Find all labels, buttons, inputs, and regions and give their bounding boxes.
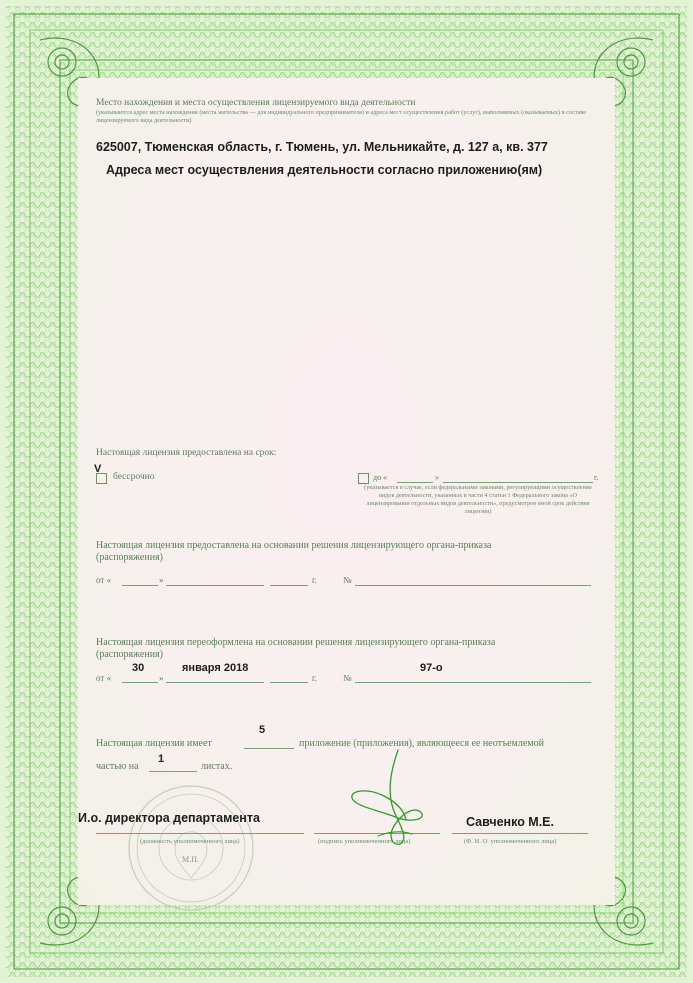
indefinite-checkbox	[96, 473, 107, 484]
reissued-text: Настоящая лицензия переоформлена на основании решения лицензирующего органа-приказа	[96, 637, 496, 648]
reissued-year-suffix: г.	[312, 673, 317, 683]
until-suffix: г.	[594, 473, 599, 482]
reissued-month-year: января 2018	[182, 662, 249, 674]
address-note: (указываются адрес места нахождения (места жительства — для индивидуального предпринимателя) и адреса мест осуществления работ (услуг), выполняемых (оказываемых) в составе лицензируемого вида деятельности)	[96, 109, 587, 124]
granted-text: Настоящая лицензия предоставлена на основании решения лицензирующего органа-приказа	[96, 540, 492, 551]
term-label: Настоящая лицензия предоставлена на срок:	[96, 448, 277, 458]
caption-signature: (подпись уполномоченного лица)	[318, 838, 411, 845]
caption-name: (Ф. И. О. уполномоченного лица)	[464, 838, 557, 845]
annex-sheets: 1	[158, 753, 165, 765]
caption-position: (должность уполномоченного лица)	[140, 838, 240, 845]
reissued-quote: »	[159, 673, 164, 683]
annex-text-b: приложение (приложения), являющееся ее неотъемлемой	[299, 738, 544, 749]
handwritten-signature	[348, 748, 428, 848]
granted-quote: »	[159, 575, 164, 585]
until-prefix: до «	[373, 473, 388, 482]
reissued-number: 97-о	[420, 662, 443, 674]
annex-text-d: листах.	[201, 761, 233, 772]
granted-from: от «	[96, 575, 112, 585]
indefinite-label: бессрочно	[113, 472, 155, 482]
until-quote: »	[435, 473, 439, 482]
reissued-day: 30	[132, 662, 145, 674]
reissued-number-sign: №	[343, 673, 352, 683]
signatory-position: И.о. директора департамента	[78, 811, 260, 825]
annex-count: 5	[259, 724, 266, 736]
annex-text-c: частью на	[96, 761, 139, 772]
reissued-text2: (распоряжения)	[96, 649, 164, 660]
signatory-name: Савченко М.Е.	[466, 815, 554, 829]
granted-year-suffix: г.	[312, 575, 317, 585]
activity-places: Адреса мест осуществления деятельности согласно приложению(ям)	[106, 163, 543, 177]
address-heading: Место нахождения и места осуществления лицензируемого вида деятельности	[96, 98, 416, 108]
official-seal	[126, 783, 256, 913]
granted-number-sign: №	[343, 575, 352, 585]
annex-text-a: Настоящая лицензия имеет	[96, 738, 212, 749]
reissued-from: от «	[96, 673, 112, 683]
until-note: (указывается в случае, если федеральными законами, регулирующими осуществление видов деятельности, указанных в части 4 статьи 1 Федерального закона «О лицензировании отдельных видов деятельности», предусмотрен иной срок действия лицензии)	[364, 484, 592, 515]
address-value: 625007, Тюменская область, г. Тюмень, ул. Мельникайте, д. 127 а, кв. 377	[96, 140, 548, 154]
check-mark: V	[94, 463, 102, 475]
until-checkbox	[358, 473, 369, 484]
granted-text2: (распоряжения)	[96, 552, 164, 563]
stamp-mark: М.П.	[182, 855, 199, 864]
